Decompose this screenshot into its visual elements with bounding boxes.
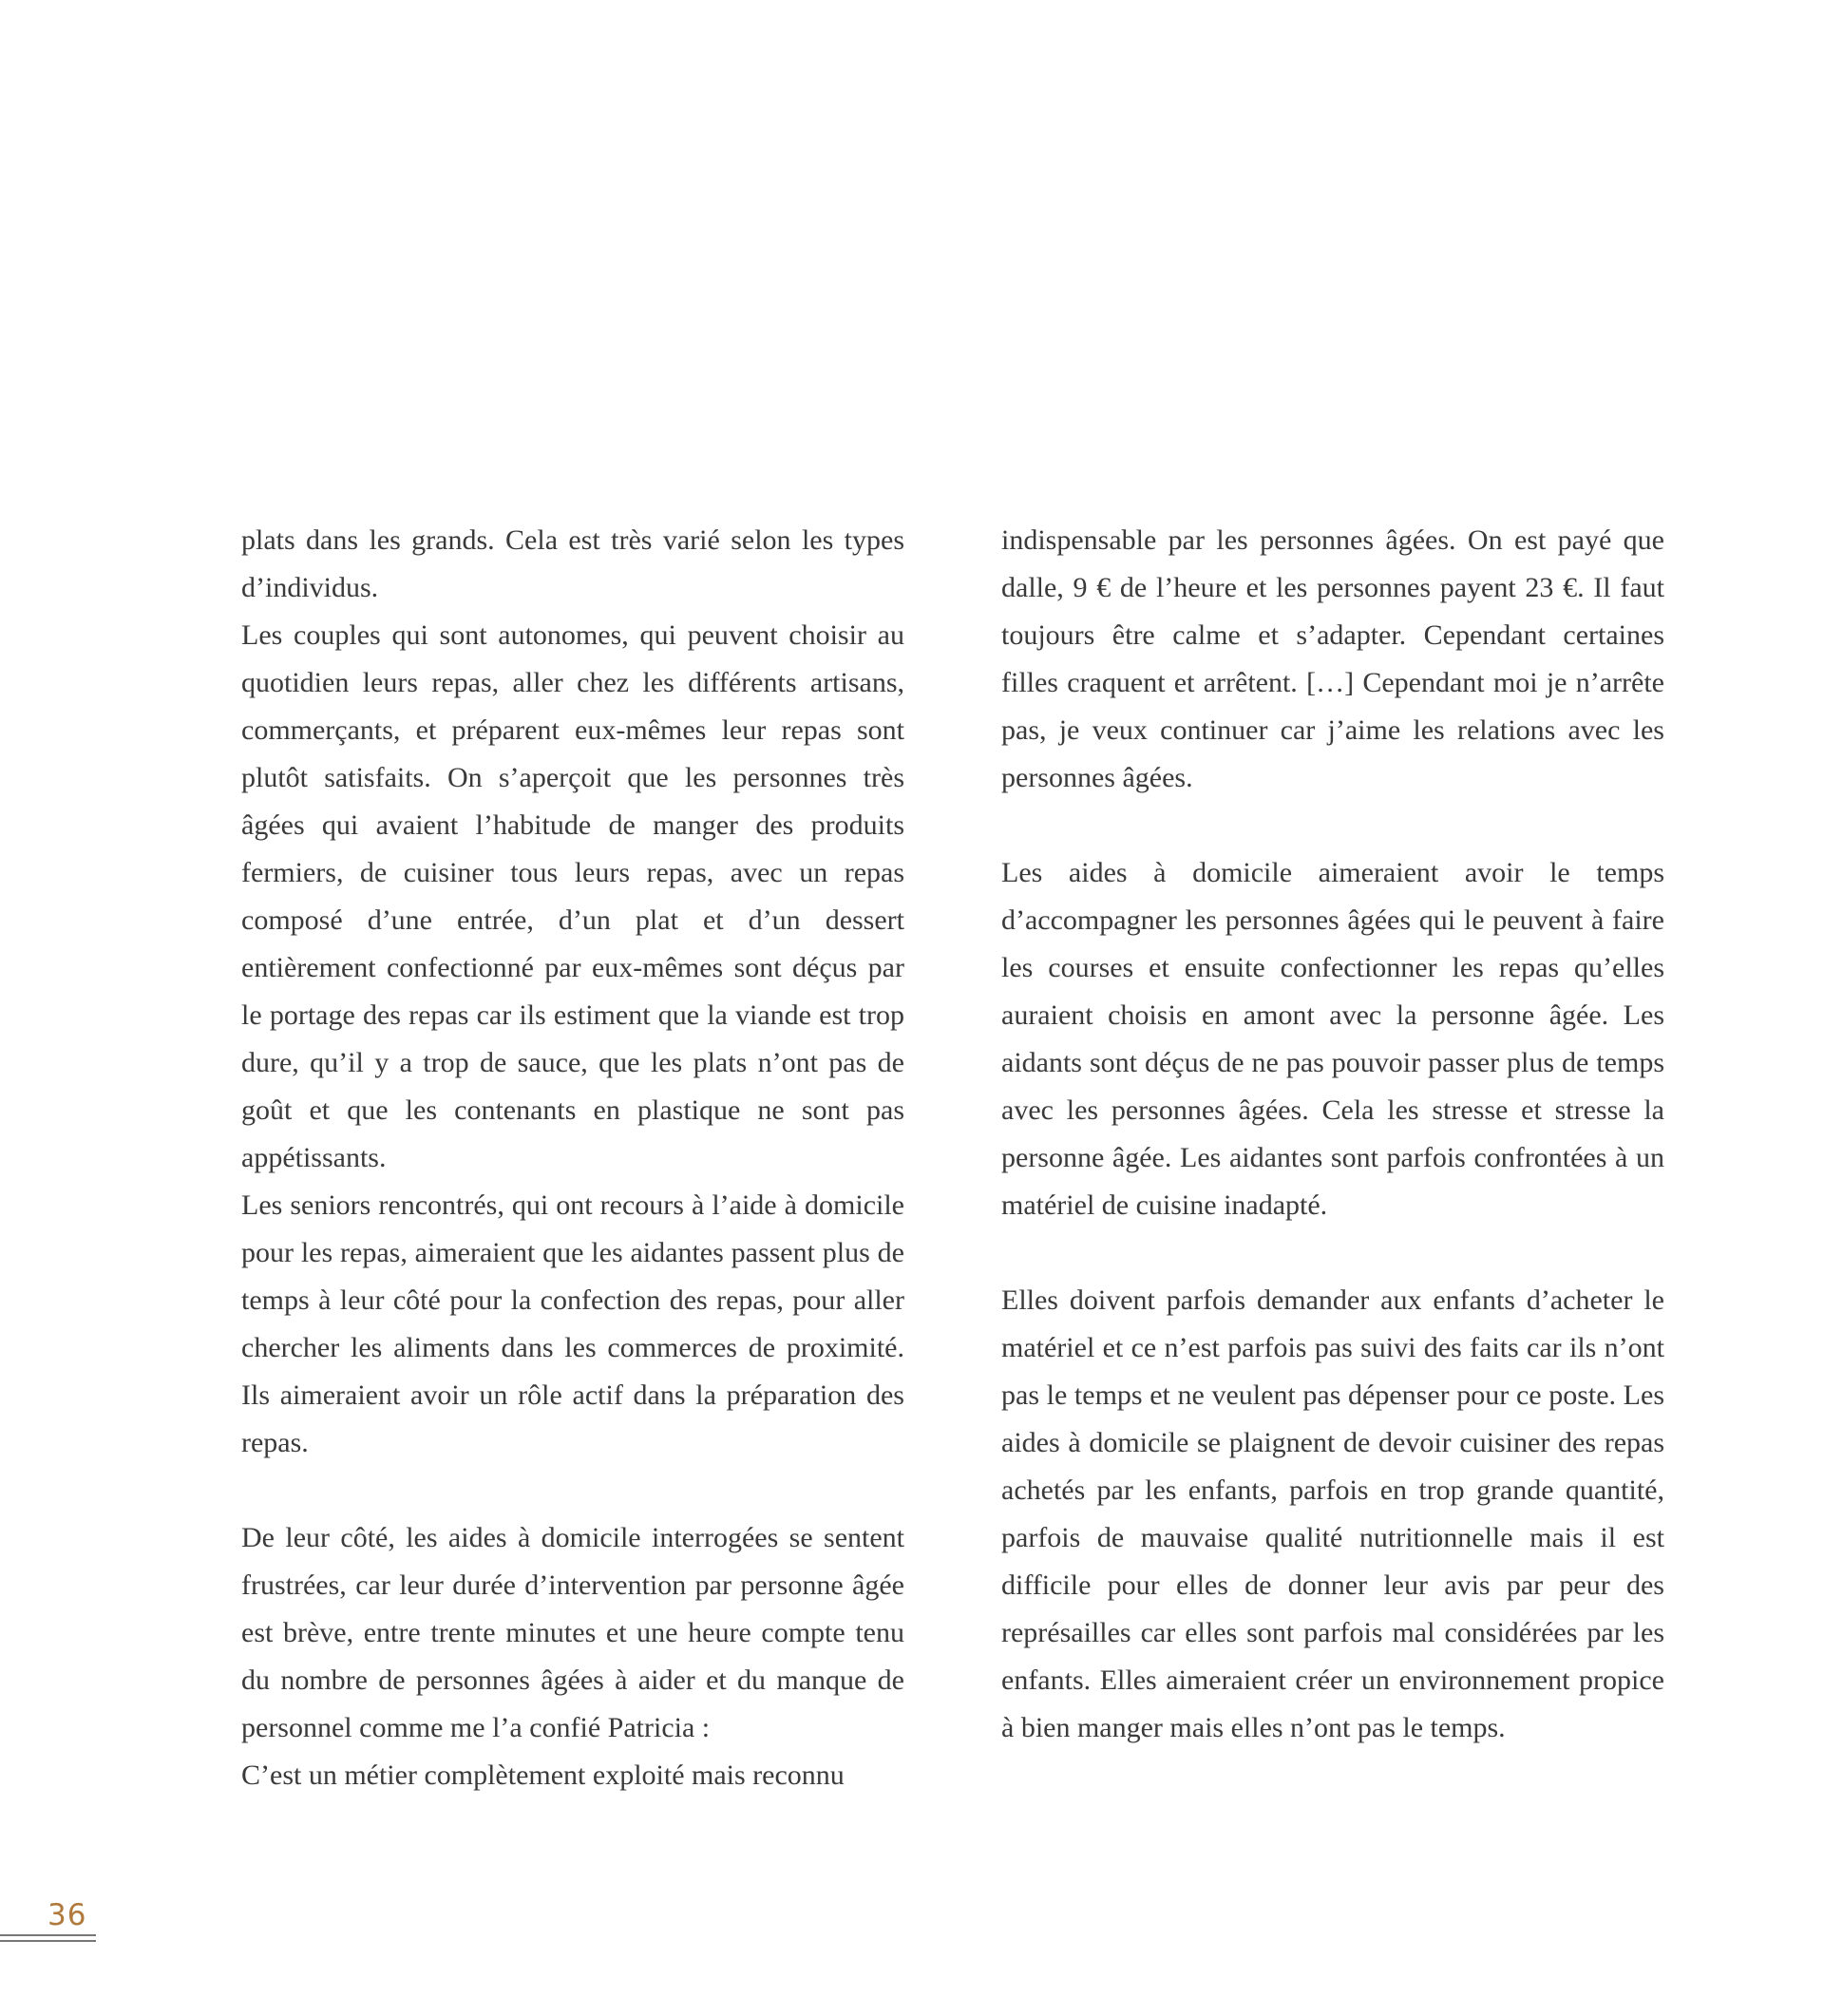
paragraph: Les couples qui sont autonomes, qui peuvent choisir au quotidien leurs repas, aller chez les différents artisans, commerçants, et préparent eux-mêmes leur repas sont plutôt satisfaits. On s’aperçoit que les personnes très âgées qui avaient l’habitude de manger des produits fermiers, de cuisiner tous leurs repas, avec un repas composé d’une entrée, d’un plat et d’un dessert entièrement confectionné par eux-mêmes sont déçus par le portage des repas car ils estiment que la viande est trop dure, qu’il y a trop de sauce, que les plats n’ont pas de goût et que les contenants en plastique ne sont pas appétissants. — [241, 619, 904, 1173]
quote-paragraph: C’est un métier complètement exploité mais reconnu — [241, 1759, 845, 1791]
paragraph: plats dans les grands. Cela est très varié selon les types d’individus. — [241, 524, 904, 603]
quote-paragraph: indispensable par les personnes âgées. On est payé que dalle, 9 € de l’heure et les personnes payent 23 €. Il faut toujours être calme et s’adapter. Cependant certaines filles craquent et arrêtent. […] Cependant moi je n’arrête pas, je veux continuer car j’aime les relations avec les personnes âgées. — [1001, 524, 1664, 793]
paragraph: Elles doivent parfois demander aux enfants d’acheter le matériel et ce n’est parfois pas suivi des faits car ils n’ont pas le temps et ne veulent pas dépenser pour ce poste. Les aides à domicile se plaignent de devoir cuisiner des repas achetés par les enfants, parfois en trop grande quantité, parfois de mauvaise qualité nutritionnelle mais il est difficile pour elles de donner leur avis par peur des représailles car elles sont parfois mal considérées par les enfants. Elles aimeraient créer un environnement propice à bien manger mais elles n’ont pas le temps. — [1001, 1284, 1664, 1743]
page-number-rule — [0, 1934, 96, 1936]
paragraph: Les aides à domicile aimeraient avoir le temps d’accompagner les personnes âgées qui le peuvent à faire les courses et ensuite confectionner les repas qu’elles auraient choisis en amont avec la personne âgée. Les aidants sont déçus de ne pas pouvoir passer plus de temps avec les personnes âgées. Cela les stresse et stresse la personne âgée. Les aidantes sont parfois confrontées à un matériel de cuisine inadapté. — [1001, 857, 1664, 1221]
page-number: 36 — [48, 1898, 87, 1932]
right-text-column — [1001, 517, 1664, 1752]
left-text-column — [241, 517, 904, 1799]
paragraph: Les seniors rencontrés, qui ont recours à l’aide à domicile pour les repas, aimeraient que les aidantes passent plus de temps à leur côté pour la confection des repas, pour aller chercher les aliments dans les commerces de proximité. Ils aimeraient avoir un rôle actif dans la préparation des repas. — [241, 1189, 904, 1458]
page-number-rule — [0, 1940, 96, 1942]
paragraph: De leur côté, les aides à domicile interrogées se sentent frustrées, car leur durée d’intervention par personne âgée est brève, entre trente minutes et une heure compte tenu du nombre de personnes âgées à aider et du manque de personnel comme me l’a confié Patricia : — [241, 1522, 904, 1743]
